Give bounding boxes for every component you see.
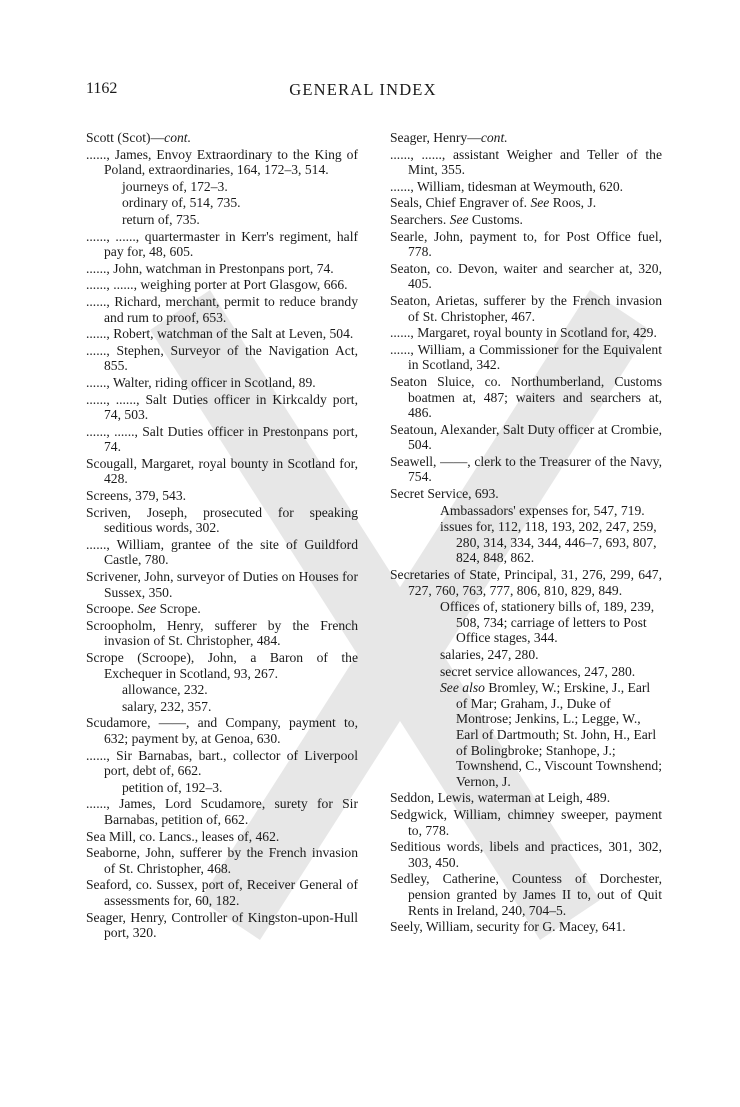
index-entry: ......, William, a Commissioner for the Equivalent in Scotland, 342. xyxy=(390,341,662,373)
index-entry: ......, Margaret, royal bounty in Scotland for, 429. xyxy=(390,325,657,341)
index-entry: return of, 735. xyxy=(122,211,200,227)
index-entry: See also Bromley, W.; Erskine, J., Earl of Mar; Graham, J., Duke of Montrose; Jenkins, L.; Legge, W., Earl of Dartmouth; St. John, H., Earl of Bolingbroke; Stanhope, J.; Townshend, C., Viscount Townshend; Vernon, J. xyxy=(440,680,662,789)
right-column xyxy=(390,130,662,936)
index-entry: ......, Stephen, Surveyor of the Navigation Act, 855. xyxy=(86,342,358,374)
index-entry: ......, Walter, riding officer in Scotland, 89. xyxy=(86,374,316,390)
index-entry: Seaton, co. Devon, waiter and searcher at, 320, 405. xyxy=(390,260,662,292)
index-entry: issues for, 112, 118, 193, 202, 247, 259, 280, 314, 334, 344, 446–7, 693, 807, 824, 848, 862. xyxy=(440,519,657,566)
index-entry: salaries, 247, 280. xyxy=(440,647,539,662)
index-entry: Seditious words, libels and practices, 301, 302, 303, 450. xyxy=(390,839,662,870)
index-entry: Seager, Henry—cont. xyxy=(390,130,508,145)
index-entry: Scroopholm, Henry, sufferer by the French invasion of St. Christopher, 484. xyxy=(86,617,358,649)
left-column xyxy=(86,130,358,942)
index-entry: ......, John, watchman in Prestonpans port, 74. xyxy=(86,260,334,276)
index-entry: allowance, 232. xyxy=(122,682,208,698)
index-entry: Seddon, Lewis, waterman at Leigh, 489. xyxy=(390,790,611,806)
index-entry: Scriven, Joseph, prosecuted for speaking seditious words, 302. xyxy=(86,504,358,536)
index-entry: salary, 232, 357. xyxy=(122,698,212,714)
index-entry: Seaford, co. Sussex, port of, Receiver General of assessments for, 60, 182. xyxy=(86,877,358,908)
index-entry: Seawell, ——, clerk to the Treasurer of the Navy, 754. xyxy=(390,453,662,485)
index-entry: Scott (Scot)—cont. xyxy=(86,130,191,145)
index-entry: Scougall, Margaret, royal bounty in Scotland for, 428. xyxy=(86,455,358,487)
index-entry: Sedley, Catherine, Countess of Dorchester, pension granted by James II to, out of Quit Rents in Ireland, 240, 704–5. xyxy=(390,871,662,918)
index-entry: ......, James, Envoy Extraordinary to the King of Poland, extraordinaries, 164, 172–3, 514. xyxy=(86,146,358,178)
index-entry: ......, Robert, watchman of the Salt at Leven, 504. xyxy=(86,326,354,342)
index-entry: Seager, Henry, Controller of Kingston-upon-Hull port, 320. xyxy=(86,909,358,941)
index-entry: Searchers. See Customs. xyxy=(390,211,523,227)
page-header xyxy=(86,80,640,102)
index-entry: ......, ......, quartermaster in Kerr's regiment, half pay for, 48, 605. xyxy=(86,228,358,260)
index-entry: ......, William, grantee of the site of Guildford Castle, 780. xyxy=(86,536,358,568)
index-entry: ......, ......, weighing porter at Port Glasgow, 666. xyxy=(86,277,348,293)
index-entry: ......, ......, Salt Duties officer in Kirkcaldy port, 74, 503. xyxy=(86,391,358,423)
index-entry: Seely, William, security for G. Macey, 641. xyxy=(390,919,626,935)
index-entry: Scudamore, ——, and Company, payment to, 632; payment by, at Genoa, 630. xyxy=(86,715,358,746)
index-entry: ......, ......, Salt Duties officer in Prestonpans port, 74. xyxy=(86,423,358,455)
index-entry: Seaton Sluice, co. Northumberland, Customs boatmen at, 487; waiters and searchers at, 486. xyxy=(390,373,662,421)
index-entry: ......, William, tidesman at Weymouth, 620. xyxy=(390,178,624,194)
index-entry: ......, James, Lord Scudamore, surety for Sir Barnabas, petition of, 662. xyxy=(86,796,358,827)
index-entry: Ambassadors' expenses for, 547, 719. xyxy=(440,502,645,518)
index-entry: Scroope. See Scrope. xyxy=(86,601,201,617)
page-title: GENERAL INDEX xyxy=(289,80,437,99)
index-entry: ......, ......, assistant Weigher and Teller of the Mint, 355. xyxy=(390,146,662,178)
index-entry: Scrope (Scroope), John, a Baron of the Exchequer in Scotland, 93, 267. xyxy=(86,650,358,681)
page-number: 1162 xyxy=(86,80,118,97)
index-entry: Searle, John, payment to, for Post Office fuel, 778. xyxy=(390,228,662,260)
index-entry: secret service allowances, 247, 280. xyxy=(440,663,636,679)
index-entry: Secret Service, 693. xyxy=(390,486,499,502)
index-entry: Screens, 379, 543. xyxy=(86,488,187,504)
index-entry: journeys of, 172–3. xyxy=(122,178,228,194)
index-entry: Seals, Chief Engraver of. See Roos, J. xyxy=(390,195,597,211)
index-entry: Sedgwick, William, chimney sweeper, payment to, 778. xyxy=(390,806,662,838)
index-entry: Scrivener, John, surveyor of Duties on Houses for Sussex, 350. xyxy=(86,569,358,600)
index-entry: ordinary of, 514, 735. xyxy=(122,195,241,211)
index-entry: Secretaries of State, Principal, 31, 276, 299, 647, 727, 760, 763, 777, 806, 810, 829, 849. xyxy=(390,567,662,598)
index-entry: Seaton, Arietas, sufferer by the French invasion of St. Christopher, 467. xyxy=(390,292,662,324)
index-entry: ......, Richard, merchant, permit to reduce brandy and rum to proof, 653. xyxy=(86,293,358,325)
index-entry: Offices of, stationery bills of, 189, 239, 508, 734; carriage of letters to Post Office stages, 344. xyxy=(440,599,655,646)
index-entry: petition of, 192–3. xyxy=(122,779,223,795)
index-entry: Sea Mill, co. Lancs., leases of, 462. xyxy=(86,828,280,844)
index-entry: Seaborne, John, sufferer by the French invasion of St. Christopher, 468. xyxy=(86,845,358,876)
index-entry: ......, Sir Barnabas, bart., collector of Liverpool port, debt of, 662. xyxy=(86,747,358,779)
index-entry: Seatoun, Alexander, Salt Duty officer at Crombie, 504. xyxy=(390,421,662,453)
